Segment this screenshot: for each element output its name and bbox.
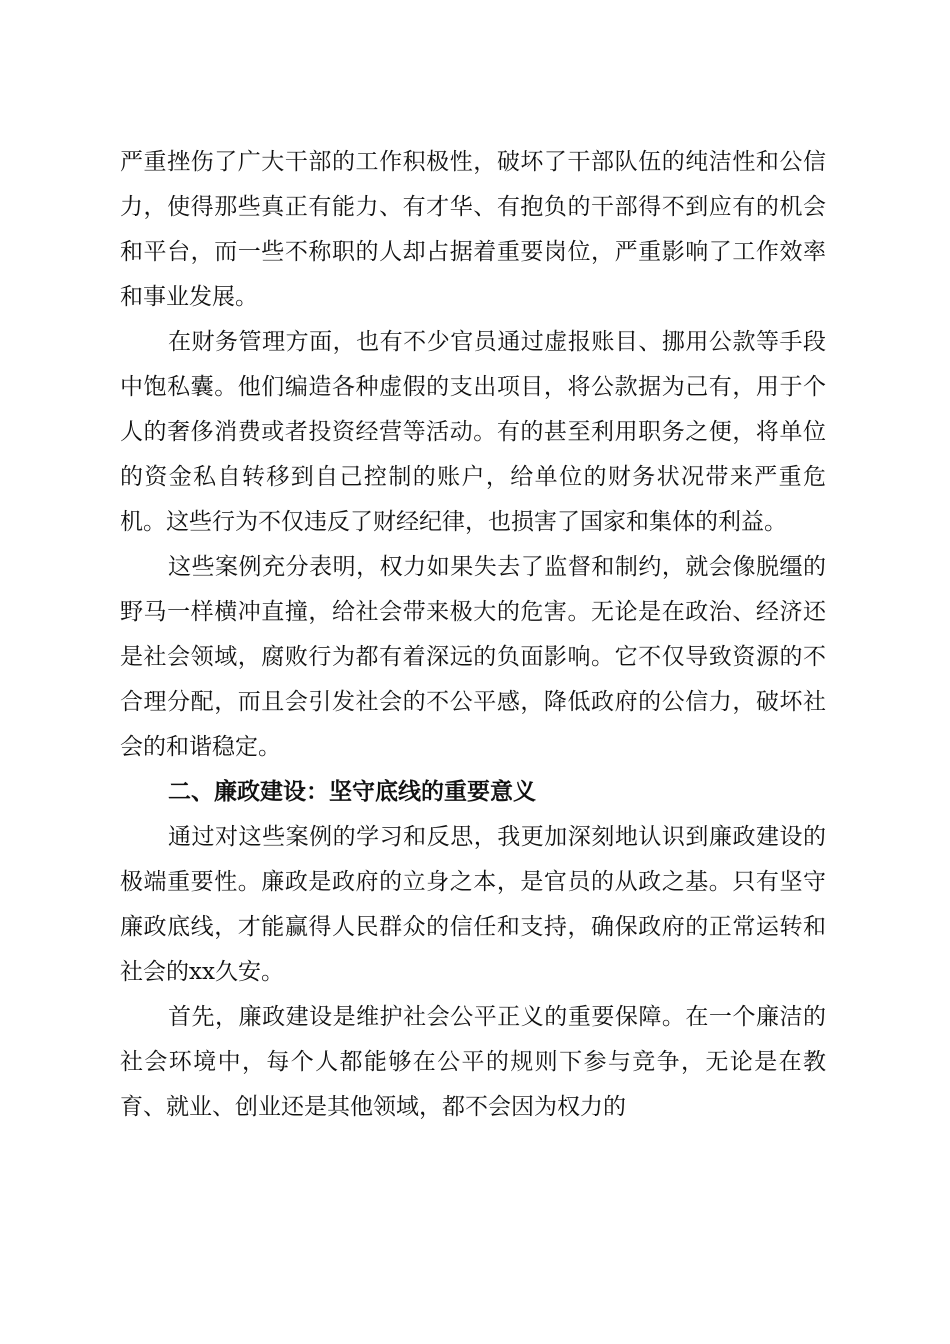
paragraph-case-summary: 这些案例充分表明，权力如果失去了监督和制约，就会像脱缰的野马一样横冲直撞，给社会带来极大的危害。无论是在政治、经济还是社会领域，腐败行为都有着深远的负面影响。它不仅导致资源的不合理分配，而且会引发社会的不公平感，降低政府的公信力，破坏社会的和谐稳定。: [120, 554, 826, 760]
section-heading: 二、廉政建设：坚守底线的重要意义: [168, 779, 536, 805]
paragraph-reflection: 通过对这些案例的学习和反思，我更加深刻地认识到廉政建设的极端重要性。廉政是政府的立身之本，是官员的从政之基。只有坚守廉政底线，才能赢得人民群众的信任和支持，确保政府的正常运转和社会的xx久安。: [120, 824, 826, 985]
paragraph-continuation: 严重挫伤了广大干部的工作积极性，破坏了干部队伍的纯洁性和公信力，使得那些真正有能力、有才华、有抱负的干部得不到应有的机会和平台，而一些不称职的人却占据着重要岗位，严重影响了工作效率和事业发展。: [120, 149, 826, 310]
paragraph-fairness: 首先，廉政建设是维护社会公平正义的重要保障。在一个廉洁的社会环境中，每个人都能够在公平的规则下参与竞争，无论是在教育、就业、创业还是其他领域，都不会因为权力的: [120, 1004, 826, 1120]
paragraph-financial-management: 在财务管理方面，也有不少官员通过虚报账目、挪用公款等手段中饱私囊。他们编造各种虚假的支出项目，将公款据为己有，用于个人的奢侈消费或者投资经营等活动。有的甚至利用职务之便，将单位的资金私自转移到自己控制的账户，给单位的财务状况带来严重危机。这些行为不仅违反了财经纪律，也损害了国家和集体的利益。: [120, 329, 826, 535]
document-body: [120, 140, 826, 1130]
